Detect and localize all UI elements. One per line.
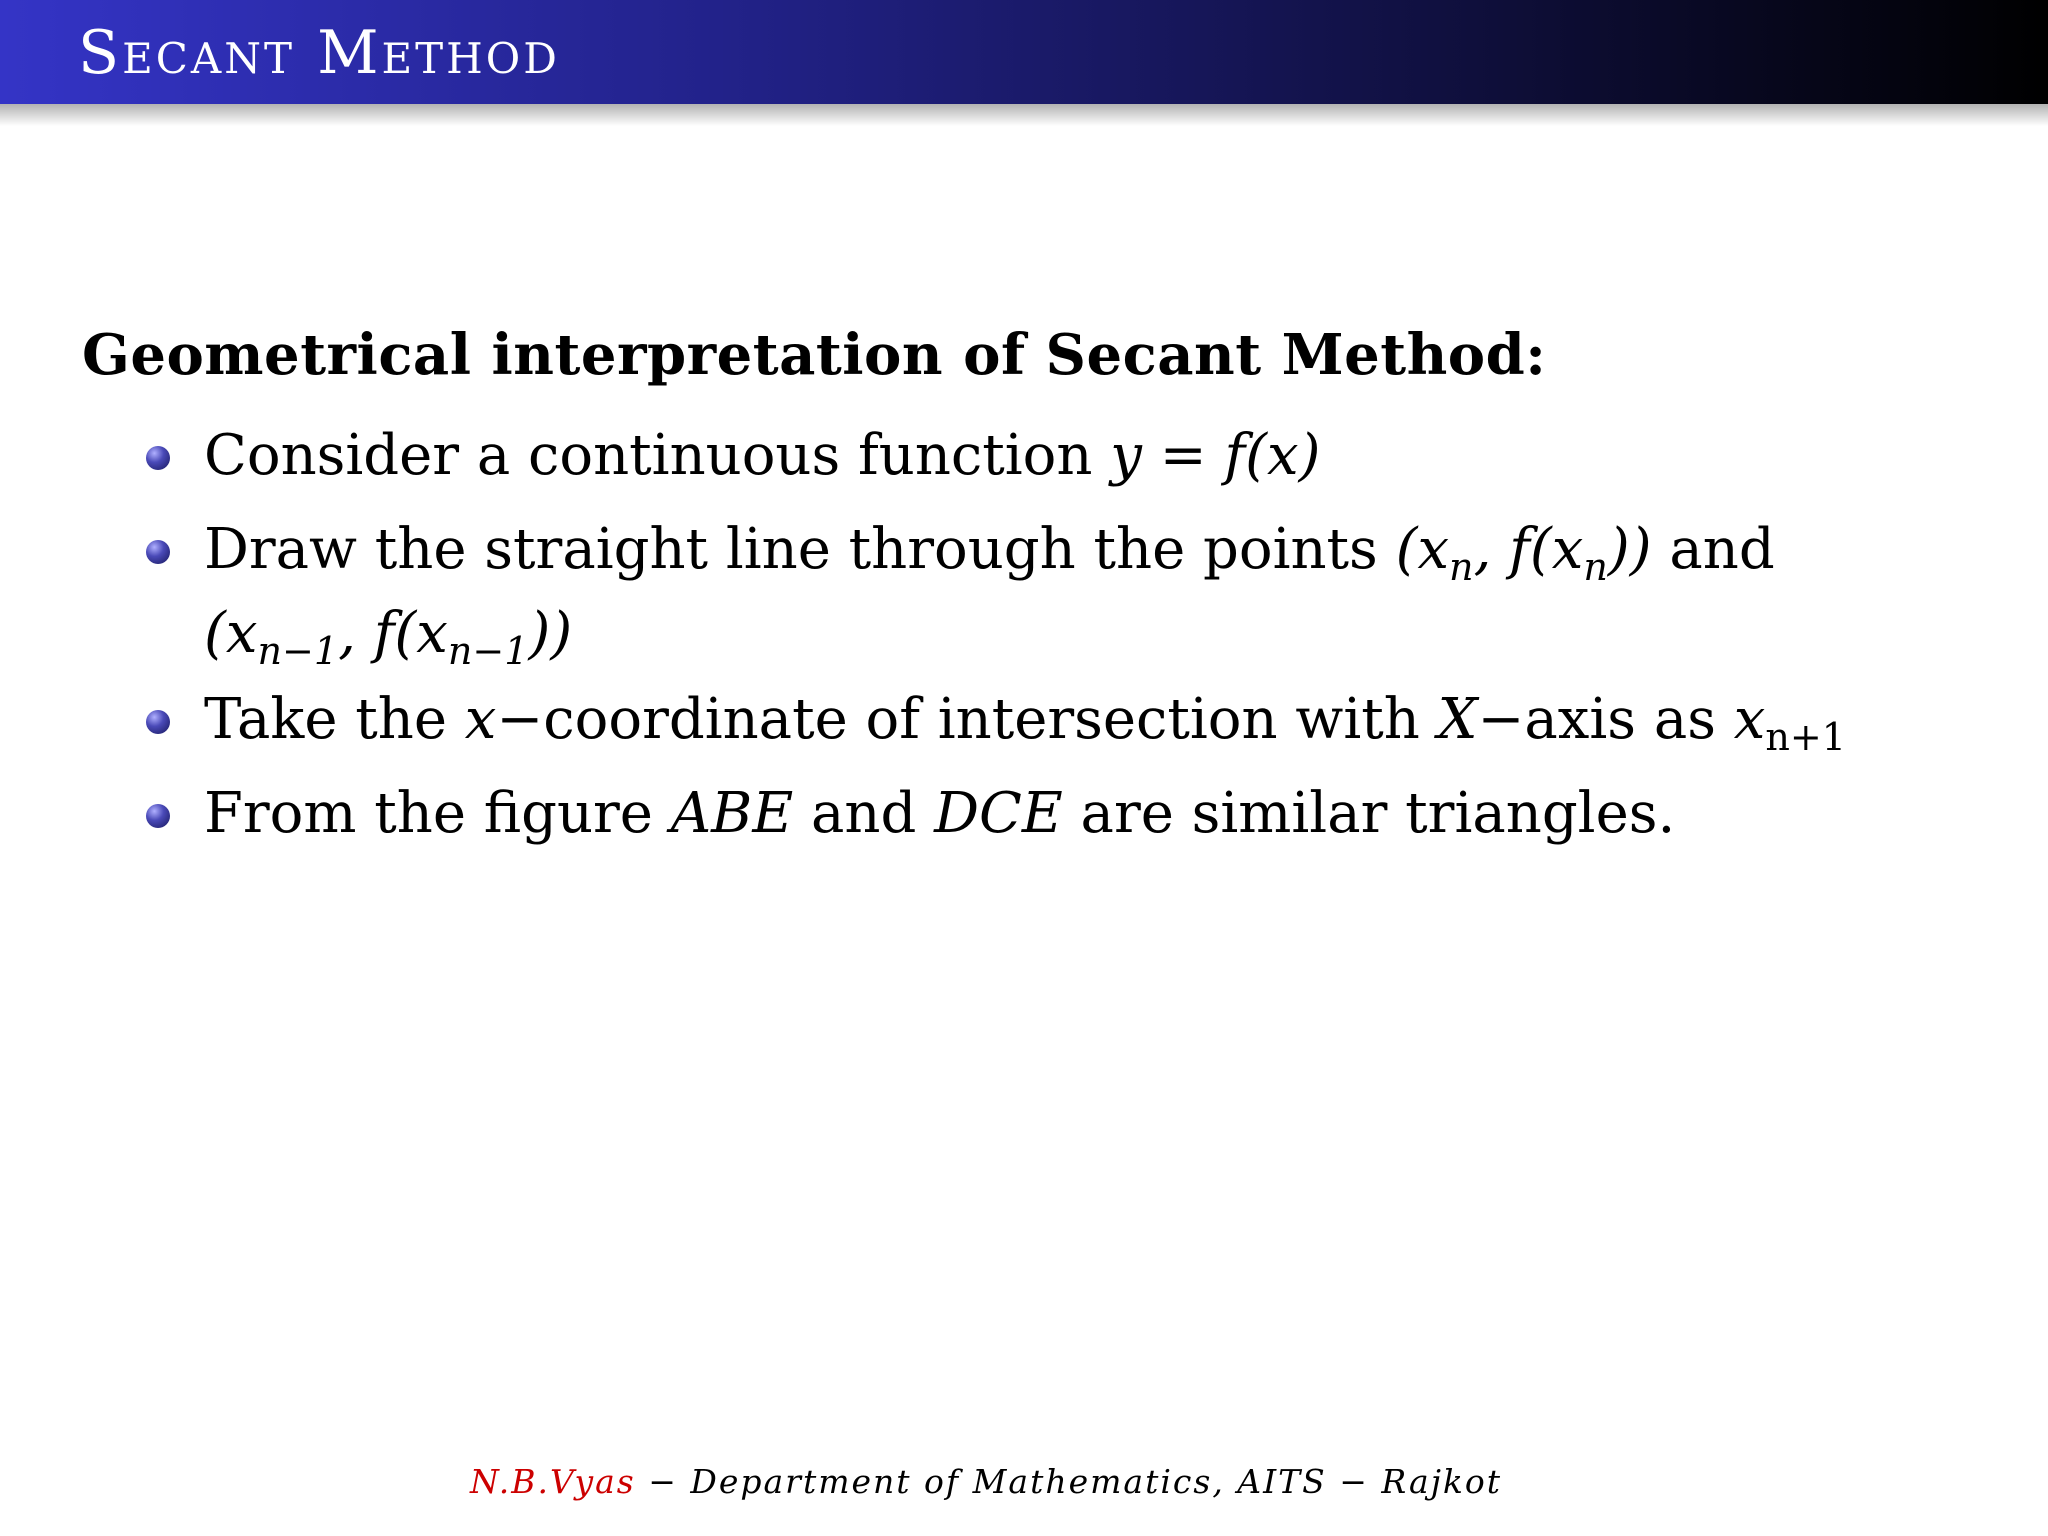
bullet-2-and: and	[1651, 517, 1775, 582]
footer-department: Department of Mathematics, AITS	[690, 1462, 1327, 1501]
bullet-item-4: From the figure ABE and DCE are similar triangles.	[204, 781, 1676, 846]
bullet-1-math: y = f(x)	[1110, 423, 1321, 488]
bullet-2-text: Draw the straight line through the points	[204, 517, 1396, 582]
bullet-2-point-1: ($x_n$, $f(x_n)$)	[1395, 517, 1652, 590]
bullet-item-3: Take the x−coordinate of intersection with X−axis as $x_{n+1}$	[204, 687, 1846, 760]
footer-author: N.B.Vyas	[470, 1462, 636, 1501]
bullet-1-text: Consider a continuous function	[204, 423, 1111, 488]
bullet-item-2-line-2	[204, 592, 572, 676]
bullet-icon	[146, 710, 170, 734]
block-heading: Geometrical interpretation of Secant Method:	[82, 322, 1547, 388]
bullet-2-point-2: ($x_{n-1}$, $f(x_{n-1})$)	[204, 601, 573, 674]
footer-separator: −	[635, 1462, 691, 1501]
bullet-item-2	[204, 508, 1775, 592]
footer-separator: −	[1326, 1462, 1382, 1501]
bullet-icon	[146, 540, 170, 564]
bullet-3-math-next: $x_{n+1}$	[1733, 687, 1846, 760]
title-bar-shadow	[0, 104, 2048, 126]
bullet-icon	[146, 804, 170, 828]
footer	[470, 1462, 1502, 1501]
bullet-item-1	[204, 414, 1320, 498]
footer-city: Rajkot	[1381, 1462, 1503, 1501]
page-title: Secant Method	[78, 18, 560, 88]
bullet-icon	[146, 446, 170, 470]
